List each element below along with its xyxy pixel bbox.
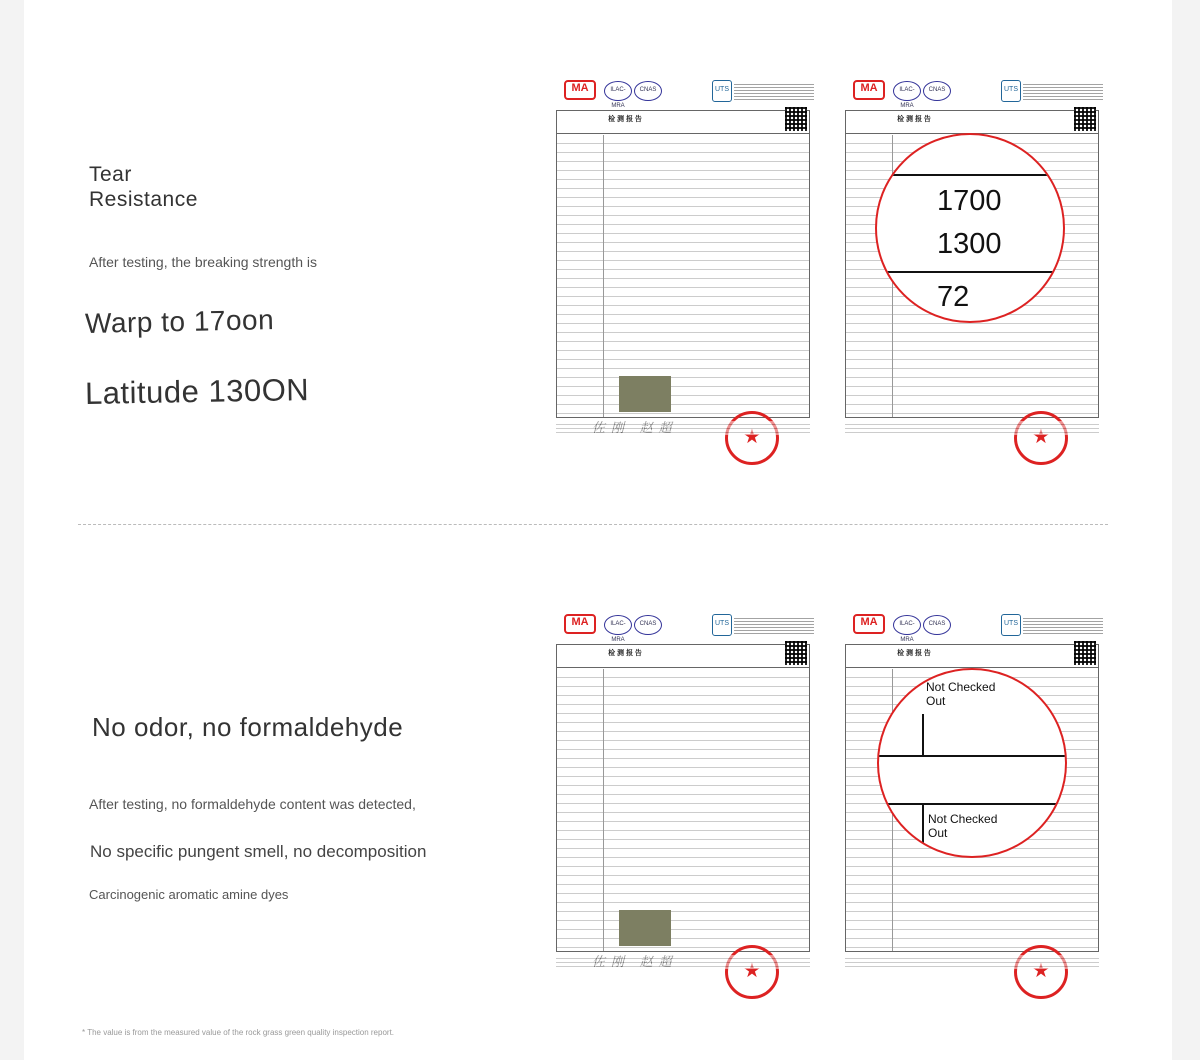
lab-name-text <box>1023 616 1103 634</box>
red-seal-stamp <box>725 945 779 999</box>
title-line-1: Tear <box>89 163 132 186</box>
warp-result: 1700 <box>937 185 1002 217</box>
report-title: 检 测 报 告 <box>608 650 642 657</box>
ilac-logo: ILAC-MRA <box>604 81 632 101</box>
uts-logo: UTS <box>712 80 732 102</box>
ma-logo: MA <box>853 614 885 634</box>
pungent-smell-desc: No specific pungent smell, no decomposition <box>90 842 427 861</box>
report-title: 检 测 报 告 <box>608 116 642 123</box>
address-footer <box>556 955 810 969</box>
lab-name-text <box>734 82 814 100</box>
cnas-logo: CNAS <box>634 615 662 635</box>
amine-dyes-desc: Carcinogenic aromatic amine dyes <box>89 887 289 902</box>
report-title: 检 测 报 告 <box>897 116 931 123</box>
no-odor-title: No odor, no formaldehyde <box>92 712 404 742</box>
certification-logos <box>853 614 1098 643</box>
tear-resistance-title <box>89 162 198 212</box>
not-checked-out-label: Not Checked Out <box>926 680 996 708</box>
magnifier-tear-values <box>875 133 1065 323</box>
uts-logo: UTS <box>1001 80 1021 102</box>
cnas-logo: CNAS <box>634 81 662 101</box>
report-title: 检 测 报 告 <box>897 650 931 657</box>
footnote: * The value is from the measured value of the rock grass green quality inspection report. <box>82 1028 395 1037</box>
test-report-page <box>556 612 814 982</box>
fabric-swatch <box>619 910 671 946</box>
qr-code-icon <box>785 107 807 131</box>
ilac-logo: ILAC-MRA <box>893 615 921 635</box>
red-seal-stamp <box>1014 945 1068 999</box>
formaldehyde-desc: After testing, no formaldehyde content was detected, <box>89 796 416 812</box>
breaking-strength-desc: After testing, the breaking strength is <box>89 254 318 270</box>
test-report-page <box>556 78 814 448</box>
cnas-logo: CNAS <box>923 615 951 635</box>
uts-logo: UTS <box>712 614 732 636</box>
uts-logo: UTS <box>1001 614 1021 636</box>
magnifier-formaldehyde <box>877 668 1067 858</box>
title-line-2: Resistance <box>89 188 198 211</box>
qr-code-icon <box>1074 107 1096 131</box>
result-72: 72 <box>937 281 970 313</box>
address-footer <box>845 955 1099 969</box>
report-table <box>556 110 810 418</box>
ilac-logo: ILAC-MRA <box>893 81 921 101</box>
ilac-logo: ILAC-MRA <box>604 615 632 635</box>
certification-logos <box>564 614 809 643</box>
weft-result: 1300 <box>937 228 1002 260</box>
address-footer <box>845 421 1099 435</box>
certification-logos <box>853 80 1098 109</box>
lab-name-text <box>1023 82 1103 100</box>
red-seal-stamp <box>1014 411 1068 465</box>
ma-logo: MA <box>564 80 596 100</box>
qr-code-icon <box>1074 641 1096 665</box>
latitude-value: Latitude 130ON <box>84 372 310 411</box>
address-footer <box>556 421 810 435</box>
section-divider <box>78 524 1108 525</box>
red-seal-stamp <box>725 411 779 465</box>
report-table <box>556 644 810 952</box>
certification-logos <box>564 80 809 109</box>
lab-name-text <box>734 616 814 634</box>
fabric-swatch <box>619 376 671 412</box>
cnas-logo: CNAS <box>923 81 951 101</box>
warp-value: Warp to 17oon <box>84 304 275 339</box>
ma-logo: MA <box>564 614 596 634</box>
ma-logo: MA <box>853 80 885 100</box>
qr-code-icon <box>785 641 807 665</box>
not-checked-out-label: Not Checked Out <box>928 812 998 840</box>
